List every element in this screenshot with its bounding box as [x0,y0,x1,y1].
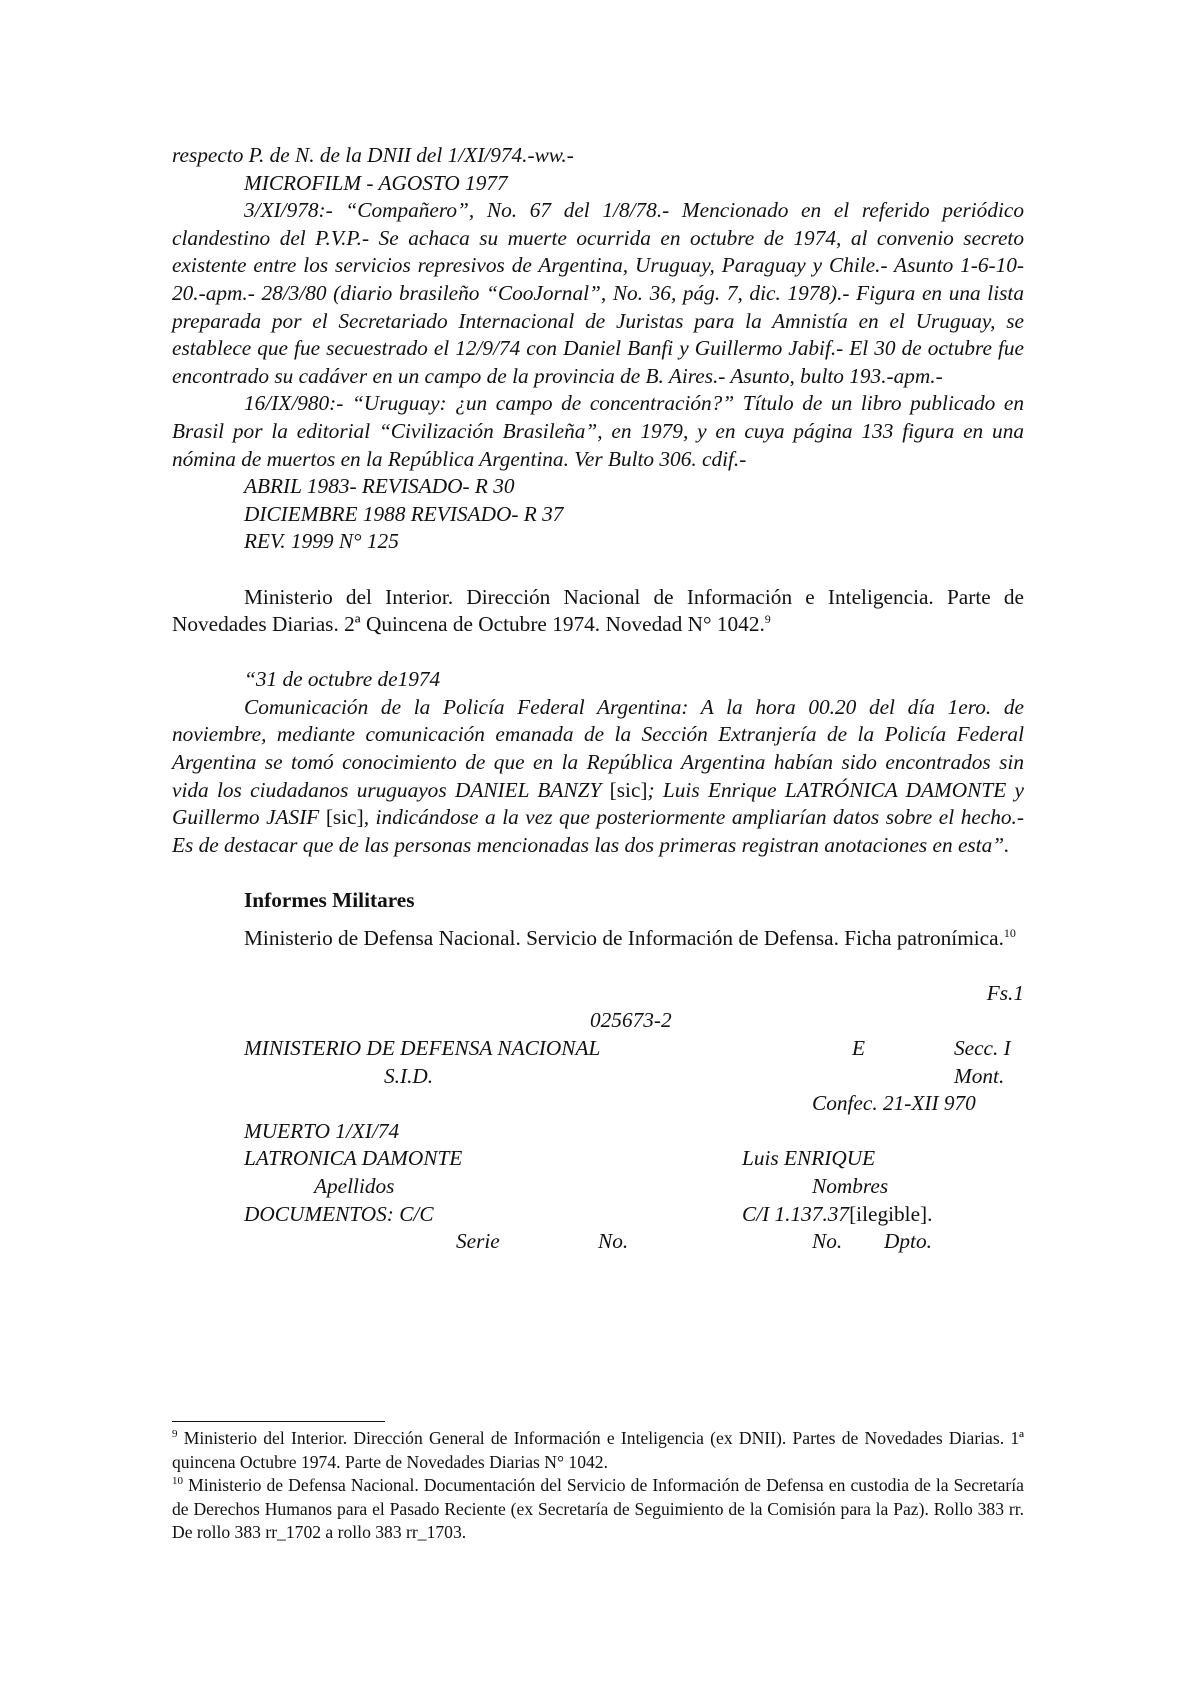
footnote-ref-9[interactable]: 9 [764,612,771,626]
ficha-nombre: Luis ENRIQUE [742,1146,876,1171]
ficha-ilegible: [ilegible]. [849,1201,933,1226]
section-heading: Informes Militares [244,888,415,913]
record-paragraph-2: 16/IX/980:- “Uruguay: ¿un campo de concentración?” Título de un libro publicado en Brasil por la editorial “Civilización Brasileña”, en 1979, y en cuya página 133 figura en una nómina de muertos en la República Argentina. Ver Bulto 306. cdif.- [172,391,1024,471]
ficha-muerto: MUERTO 1/XI/74 [244,1118,400,1143]
ficha-nombres-label: Nombres [812,1173,889,1198]
footnote-num: 10 [172,1475,183,1488]
ficha-ci-number: C/I 1.137.37 [742,1201,850,1226]
ficha-confec: Confec. 21-XII 970 [812,1091,976,1116]
ficha-no-label-1: No. [598,1229,629,1254]
ficha-apellido: LATRONICA DAMONTE [244,1146,463,1171]
document-body [172,142,1024,1256]
ficha-mont: Mont. [954,1063,1005,1088]
ficha-dpto-label: Dpto. [884,1229,932,1254]
footnotes [172,1427,1024,1545]
record-line: respecto P. de N. de la DNII del 1/XI/974.-ww.- [172,143,574,167]
ficha-ministerio: MINISTERIO DE DEFENSA NACIONAL [244,1036,601,1060]
revision-line-3: REV. 1999 N° 125 [244,529,399,554]
ficha-apellidos-label: Apellidos [314,1173,395,1198]
footnote-9 [172,1427,1024,1474]
quote-body [172,694,1024,860]
footnote-10 [172,1474,1024,1545]
sic-mark-1: [sic] [609,777,648,802]
footnote-text: Ministerio del Interior. Dirección General de Información e Inteligencia (ex DNII). Partes de Novedades Diarias. 1ª quincena Octubre 1974. Parte de Novedades Diarias N° 1042. [172,1428,1024,1472]
ministerio-paragraph [172,584,1024,639]
sic-mark-2: [sic] [325,805,364,830]
footnote-separator [172,1421,385,1422]
defensa-text: Ministerio de Defensa Nacional. Servicio de Información de Defensa. Ficha patronímica. [244,925,1004,950]
defensa-paragraph [172,925,1024,953]
record-paragraph-1: 3/XI/978:- “Compañero”, No. 67 del 1/8/78.- Mencionado en el referido periódico clandestino del P.V.P.- Se achaca su muerte ocurrida en octubre de 1974, al convenio secreto existente entre los servicios represivos de Argentina, Uruguay, Paraguay y Chile.- Asunto 1-6-10-20.-apm.- 28/3/80 (diario brasileño “CooJornal”, No. 36, pág. 7, dic. 1978).- Figura en una lista preparada por el Secretariado Internacional de Juristas para la Amnistía en el Uruguay, se establece que fue secuestrado el 12/9/74 con Daniel Banfi y Guillermo Jabif.- El 30 de octubre fue encontrado su cadáver en un campo de la provincia de B. Aires.- Asunto, bulto 193.-apm.- [172,198,1024,388]
folio-number: Fs.1 [986,980,1024,1005]
ficha-documentos: DOCUMENTOS: C/C [244,1201,434,1226]
ficha-secc: Secc. I [954,1036,1011,1060]
ficha-no-label-2: No. [812,1229,843,1254]
microfilm-line: MICROFILM - AGOSTO 1977 [244,170,508,195]
ficha-card [172,1007,1024,1255]
ficha-number: 025673-2 [590,1008,672,1033]
ficha-e: E [852,1036,866,1060]
ficha-serie-label: Serie [456,1229,500,1254]
ministerio-text: Ministerio del Interior. Dirección Nacional de Información e Inteligencia. Parte de Novedades Diarias. 2ª Quincena de Octubre 1974. Novedad N° 1042. [172,584,1024,637]
footnote-text: Ministerio de Defensa Nacional. Documentación del Servicio de Información de Defensa en custodia de la Secretaría de Derechos Humanos para el Pasado Reciente (ex Secretaría de Seguimiento de la Comisión para la Paz). Rollo 383 rr. De rollo 383 rr_1702 a rollo 383 rr_1703. [172,1475,1024,1542]
ficha-sid: S.I.D. [384,1063,434,1088]
revision-line-1: ABRIL 1983- REVISADO- R 30 [244,474,515,499]
quote-text-a: Comunicación de la Policía Federal Argentina: A la hora 00.20 del día 1ero. de noviembre, mediante comunicación emanada de la Sección Extranjería de la Policía Federal Argentina se tomó conocimiento de que en la República Argentina habían sido encontrados sin vida los ciudadanos uruguayos DANIEL BANZY [172,694,1024,802]
revision-line-2: DICIEMBRE 1988 REVISADO- R 37 [244,501,564,526]
quote-text-c: , indicándose a la vez que posteriormente ampliarían datos sobre el hecho.- Es de destacar que de las personas mencionadas las dos primeras registran anotaciones en esta”. [172,805,1024,857]
ficha-ci [742,1201,932,1229]
quote-date: “31 de octubre de1974 [244,667,441,692]
footnote-num: 9 [172,1428,178,1441]
quote-text-b: ; Luis Enrique LATRÓNICA DAMONTE y Guillermo JASIF [172,777,1024,830]
footnote-ref-10[interactable]: 10 [1003,925,1016,940]
